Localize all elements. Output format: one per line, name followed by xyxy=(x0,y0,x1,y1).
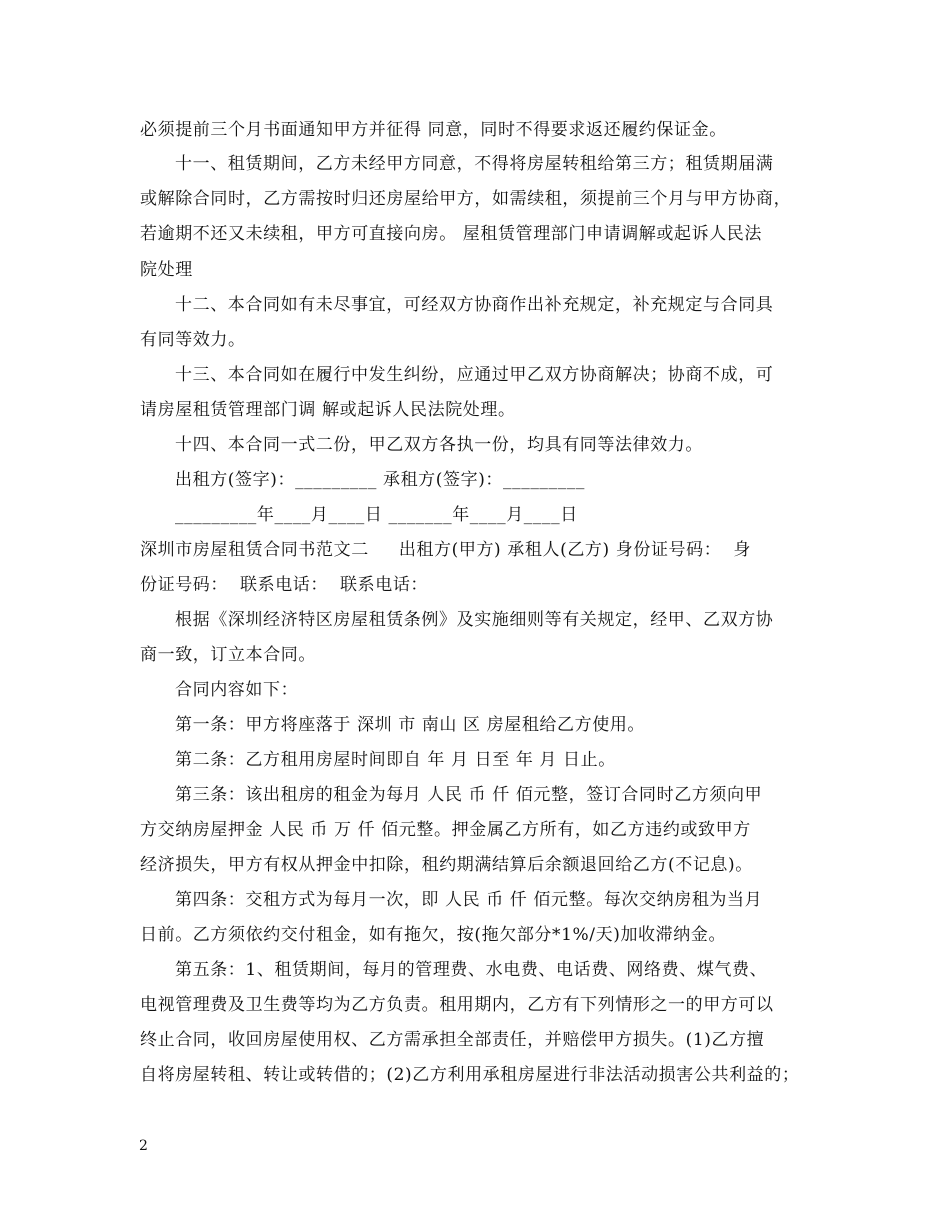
signature-line: 出租方(签字)：_________ 承租方(签字)：_________ xyxy=(175,470,585,490)
text-line: 第五条：1、租赁期间，每月的管理费、水电费、电话费、网络费、煤气费、 xyxy=(175,960,768,980)
text-line: 方交纳房屋押金 人民 币 万 仟 佰元整。押金属乙方所有，如乙方违约或致甲方 xyxy=(140,820,751,840)
text-line: 十一、租赁期间，乙方未经甲方同意，不得将房屋转租给第三方；租赁期届满 xyxy=(175,154,774,174)
text-line: 电视管理费及卫生费等均为乙方负责。租用期内，乙方有下列情形之一的甲方可以 xyxy=(140,995,774,1015)
text-line: 十二、本合同如有未尽事宜，可经双方协商作出补充规定，补充规定与合同具 xyxy=(175,295,774,315)
text-line: 第一条：甲方将座落于 深圳 市 南山 区 房屋租给乙方使用。 xyxy=(175,715,646,735)
text-line: 合同内容如下： xyxy=(175,680,299,700)
text-line: 若逾期不还又未续租，甲方可直接向房。 屋租赁管理部门申请调解或起诉人民法 xyxy=(140,224,763,244)
text-line: 有同等效力。 xyxy=(140,330,246,350)
text-line: 根据《深圳经济特区房屋租赁条例》及实施细则等有关规定，经甲、乙双方协 xyxy=(175,610,774,630)
section-title-line: 深圳市房屋租赁合同书范文二 出租方(甲方) 承租人(乙方) 身份证号码： 身 xyxy=(140,540,751,560)
text-line: 终止合同，收回房屋使用权、乙方需承担全部责任，并赔偿甲方损失。(1)乙方擅 xyxy=(140,1030,765,1050)
text-line: 第三条：该出租房的租金为每月 人民 币 仟 佰元整，签订合同时乙方须向甲 xyxy=(175,785,763,805)
text-line: 或解除合同时，乙方需按时归还房屋给甲方，如需续租，须提前三个月与甲方协商， xyxy=(140,189,792,209)
text-line: 院处理 xyxy=(140,260,193,280)
text-line: 经济损失，甲方有权从押金中扣除，租约期满结算后余额退回给乙方(不记息)。 xyxy=(140,855,753,875)
date-line: _________年____月____日 _______年____月____日 xyxy=(175,505,578,525)
text-line: 请房屋租赁管理部门调 解或起诉人民法院处理。 xyxy=(140,400,516,420)
text-line: 十四、本合同一式二份，甲乙双方各执一份，均具有同等法律效力。 xyxy=(175,435,703,455)
text-line: 十三、本合同如在履行中发生纠纷，应通过甲乙双方协商解决；协商不成，可 xyxy=(175,365,774,385)
text-line: 第四条：交租方式为每月一次，即 人民 币 仟 佰元整。每次交纳房租为当月 xyxy=(175,890,763,910)
text-line: 商一致，订立本合同。 xyxy=(140,645,316,665)
text-line: 第二条：乙方租用房屋时间即自 年 月 日至 年 月 日止。 xyxy=(175,750,616,770)
page-number: 2 xyxy=(139,1138,148,1154)
text-line: 日前。乙方须依约交付租金，如有拖欠，按(拖欠部分*1%/天)加收滞纳金。 xyxy=(140,925,727,945)
text-line: 份证号码： 联系电话： 联系电话： xyxy=(140,575,429,595)
text-line: 必须提前三个月书面通知甲方并征得 同意，同时不得要求返还履约保证金。 xyxy=(140,120,727,140)
text-line: 自将房屋转租、转让或转借的；(2)乙方利用承租房屋进行非法活动损害公共利益的； xyxy=(140,1065,800,1085)
